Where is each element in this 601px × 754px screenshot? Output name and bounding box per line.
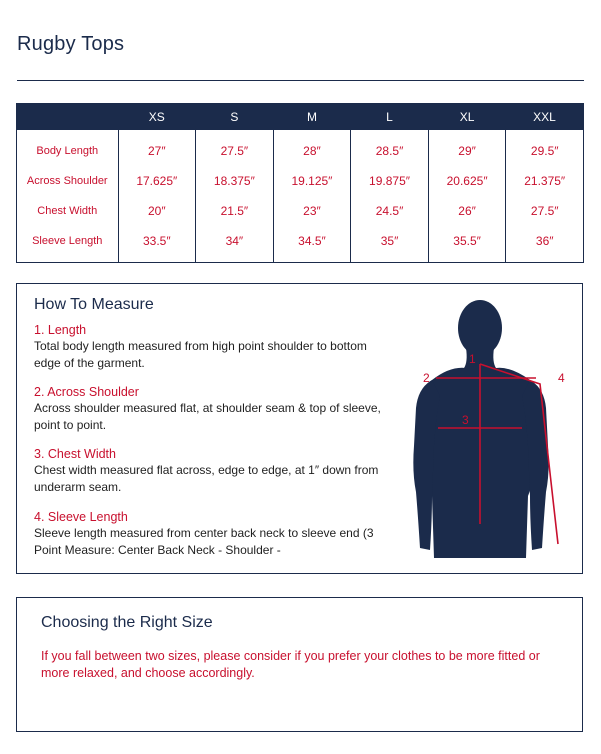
table-cell: 27.5″ <box>196 130 274 166</box>
step-title: 2. Across Shoulder <box>34 385 139 399</box>
table-cell: 24.5″ <box>351 196 429 226</box>
table-cell: 18.375″ <box>196 166 274 196</box>
size-header-l: L <box>351 104 429 131</box>
table-row <box>17 196 584 226</box>
table-row <box>17 226 584 263</box>
step-title: 4. Sleeve Length <box>34 510 128 524</box>
table-cell: 29″ <box>428 130 506 166</box>
marker-3: 3 <box>462 413 469 427</box>
measure-step-sleeve-length <box>34 509 384 559</box>
marker-1: 1 <box>469 352 476 366</box>
choosing-size-text: If you fall between two sizes, please consider if you prefer your clothes to be more fitted or more relaxed, and choose accordingly. <box>41 649 540 680</box>
size-chart-table <box>16 103 584 263</box>
measure-step-across-shoulder <box>34 384 384 434</box>
table-cell: 34″ <box>196 226 274 263</box>
table-cell: 26″ <box>428 196 506 226</box>
table-cell: 21.5″ <box>196 196 274 226</box>
marker-4: 4 <box>558 371 565 385</box>
table-row <box>17 130 584 166</box>
size-header-m: M <box>273 104 351 131</box>
size-header-xs: XS <box>118 104 196 131</box>
page-title: Rugby Tops <box>17 33 125 55</box>
step-title: 3. Chest Width <box>34 447 116 461</box>
table-cell: 33.5″ <box>118 226 196 263</box>
table-cell: 27.5″ <box>530 204 559 218</box>
torso-measurement-diagram <box>410 296 585 564</box>
title-divider <box>17 80 584 81</box>
how-to-measure-panel <box>16 283 583 574</box>
row-label-sleeve-length: Sleeve Length <box>17 226 119 263</box>
size-header-row <box>17 104 584 131</box>
table-cell: 20.625″ <box>428 166 506 196</box>
step-description: Across shoulder measured flat, at shoulder seam & top of sleeve, point to point. <box>34 401 381 432</box>
marker-2: 2 <box>423 371 430 385</box>
row-label-across-shoulder: Across Shoulder <box>17 166 119 196</box>
choosing-size-panel <box>16 597 583 732</box>
table-cell: 17.625″ <box>118 166 196 196</box>
header-corner-cell <box>17 104 119 131</box>
step-description: Sleeve length measured from center back neck to sleeve end (3 Point Measure: Center Back Neck - Shoulder - <box>34 526 374 557</box>
measure-step-chest-width <box>34 446 384 496</box>
how-to-measure-heading: How To Measure <box>34 296 154 313</box>
torso-silhouette <box>413 300 548 558</box>
table-cell: 35″ <box>351 226 429 263</box>
table-cell: 20″ <box>118 196 196 226</box>
size-header-s: S <box>196 104 274 131</box>
size-header-xxl: XXL <box>506 104 584 131</box>
table-row <box>17 166 584 196</box>
table-cell: 28.5″ <box>351 130 429 166</box>
table-cell: 19.875″ <box>351 166 429 196</box>
row-label-chest-width: Chest Width <box>17 196 119 226</box>
step-description: Chest width measured flat across, edge to edge, at 1″ down from underarm seam. <box>34 463 379 494</box>
size-header-xl: XL <box>428 104 506 131</box>
table-cell: 36″ <box>535 234 554 248</box>
table-cell: 35.5″ <box>428 226 506 263</box>
table-cell: 27″ <box>118 130 196 166</box>
row-label-body-length: Body Length <box>17 130 119 166</box>
table-cell: 34.5″ <box>273 226 351 263</box>
table-cell: 19.125″ <box>273 166 351 196</box>
step-description: Total body length measured from high point shoulder to bottom edge of the garment. <box>34 339 367 370</box>
choosing-size-heading: Choosing the Right Size <box>41 614 213 631</box>
table-cell: 28″ <box>273 130 351 166</box>
step-title: 1. Length <box>34 323 87 337</box>
table-cell: 23″ <box>273 196 351 226</box>
table-cell: 21.375″ <box>524 174 566 188</box>
measure-step-length <box>34 322 384 372</box>
table-cell: 29.5″ <box>530 144 559 158</box>
